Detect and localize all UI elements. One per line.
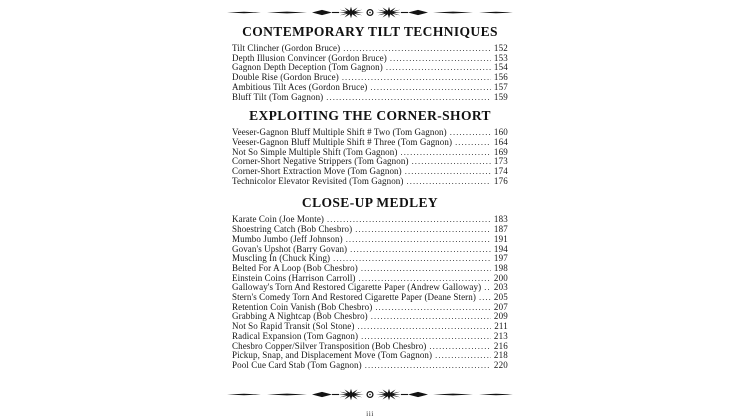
toc-entry-title: Tilt Clincher (Gordon Bruce) [232,43,341,53]
toc-entry-page: 159 [493,91,508,102]
toc-entry-page: 173 [493,156,508,167]
dot-leader [346,235,491,245]
toc-entry-title: Corner-Short Negative Strippers (Tom Gagnon) [232,156,409,167]
toc-entry [232,361,508,371]
toc-entry-title: Veeser-Gagnon Bluff Multiple Shift # Two (Tom Gagnon) [232,127,447,138]
toc-entry-page: 216 [493,340,508,351]
dot-leader [357,322,491,332]
toc-entry-title: Belted For A Loop (Bob Chesbro) [232,262,358,273]
toc-sections [0,24,740,371]
toc-entry-title: Not So Rapid Transit (Sol Stone) [232,321,355,332]
dot-leader [390,54,491,64]
toc-entry-title: Muscling In (Chuck King) [232,253,331,264]
dot-leader [429,342,490,352]
toc-entry-title: Double Rise (Gordon Bruce) [232,72,339,83]
toc-section [0,108,740,186]
dot-leader [365,361,491,371]
dot-leader [407,177,491,187]
toc-entry-title: Karate Coin (Joe Monte) [232,214,325,225]
toc-entry-title: Veeser-Gagnon Bluff Multiple Shift # Three (Tom Gagnon) [232,136,453,147]
toc-entry-title: Gagnon Depth Deception (Tom Gagnon) [232,62,383,73]
toc-entry-title: Technicolor Elevator Revisited (Tom Gagnon) [232,175,404,186]
toc-entry-title: Pool Cue Card Stab (Tom Gagnon) [232,359,362,370]
toc-entry-title: Depth Illusion Convincer (Gordon Bruce) [232,52,387,63]
toc-section [0,195,740,370]
toc-entry-title: Retention Coin Vanish (Bob Chesbro) [232,301,373,312]
page-number: iii [366,408,374,416]
dot-leader [355,225,491,235]
toc-entry-page: 198 [493,262,508,273]
toc-entry-page: 220 [493,359,508,370]
dot-leader [386,63,491,73]
dot-leader [375,303,491,313]
toc-entry [232,177,508,187]
dot-leader [412,157,491,167]
dot-leader [435,351,491,361]
toc-entry-title: Shoestring Catch (Bob Chesbro) [232,224,353,235]
toc-entry-page: 157 [493,81,508,92]
toc-section [0,24,740,102]
toc-entry-page: 160 [493,127,508,138]
dot-leader [400,148,490,158]
toc-entry-page: 211 [494,321,508,332]
toc-entry-page: 156 [493,72,508,83]
toc-entry-page: 164 [493,136,508,147]
dot-leader [450,128,491,138]
toc-entry-title: Galloway's Torn And Restored Cigarette Paper (Andrew Galloway) [232,282,482,293]
dot-leader [479,293,491,303]
toc-entry-title: Corner-Short Extraction Move (Tom Gagnon) [232,166,402,177]
toc-entry-page: 203 [493,282,508,293]
toc-entry-page: 152 [493,43,508,53]
toc-entry-page: 213 [493,330,508,341]
toc-entry-page: 191 [493,233,508,244]
toc-entry-page: 218 [493,350,508,361]
toc-entry-title: Radical Expansion (Tom Gagnon) [232,330,359,341]
ornamental-divider-bottom [225,388,515,401]
toc-entry [232,93,508,103]
toc-entry-page: 174 [493,166,508,177]
toc-entry-title: Bluff Tilt (Tom Gagnon) [232,91,324,102]
toc-entry-title: Pickup, Snap, and Displacement Move (Tom Gagnon) [232,350,433,361]
toc-entry-page: 154 [493,62,508,73]
toc-entry-page: 176 [493,175,508,186]
dot-leader [350,245,491,255]
toc-entry-page: 153 [493,52,508,63]
dot-leader [361,264,491,274]
dot-leader [370,83,490,93]
dot-leader [484,283,491,293]
ornamental-divider-top [225,6,515,19]
toc-entry-page: 200 [493,272,508,283]
section-entries [232,215,508,370]
toc-entry-title: Chesbro Copper/Silver Transposition (Bob Chesbro) [232,340,427,351]
toc-entry-title: Not So Simple Multiple Shift (Tom Gagnon) [232,146,398,157]
toc-entry-page: 183 [493,214,508,225]
toc-entry-page: 205 [493,292,508,303]
toc-entry-title: Ambitious Tilt Aces (Gordon Bruce) [232,81,368,92]
toc-entry-title: Stern's Comedy Torn And Restored Cigarette Paper (Deane Stern) [232,292,476,303]
toc-entry-title: Mumbo Jumbo (Jeff Johnson) [232,233,343,244]
dot-leader [405,167,491,177]
toc-entry-page: 194 [493,243,508,254]
toc-entry-page: 207 [493,301,508,312]
toc-entry-title: Govan's Upshot (Barry Govan) [232,243,348,254]
dot-leader [326,93,491,103]
toc-entry-page: 209 [493,311,508,322]
toc-entry-page: 197 [493,253,508,264]
section-entries [232,128,508,186]
section-entries [232,44,508,102]
dot-leader [455,138,491,148]
toc-entry-title: Einstein Coins (Harrison Carroll) [232,272,356,283]
section-heading: CLOSE-UP MEDLEY [301,195,439,211]
toc-entry-title: Grabbing A Nightcap (Bob Chesbro) [232,311,368,322]
toc-entry-page: 169 [493,146,508,157]
section-heading: EXPLOITING THE CORNER-SHORT [249,108,491,124]
dot-leader [371,312,491,322]
toc-entry-page: 187 [493,224,508,235]
section-heading: CONTEMPORARY TILT TECHNIQUES [242,24,498,39]
